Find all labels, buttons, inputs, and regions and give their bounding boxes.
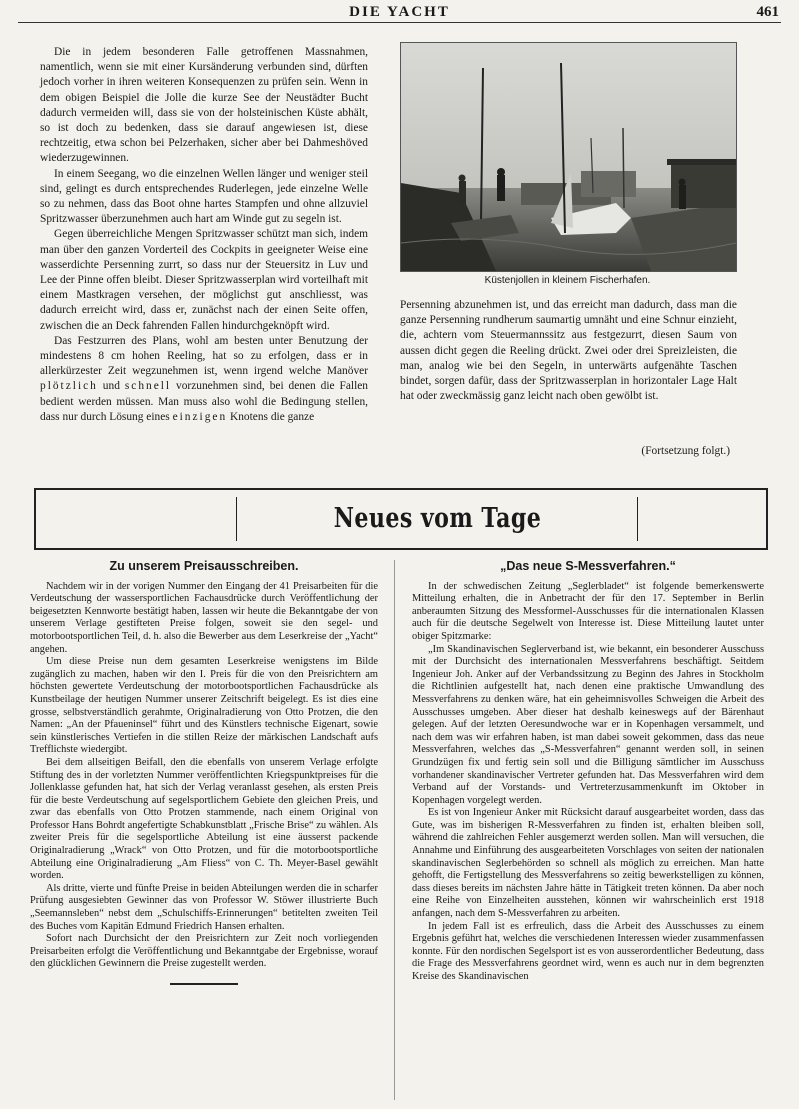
article-heading: „Das neue S-Messverfahren.“ <box>500 559 676 573</box>
paragraph: Nachdem wir in der vorigen Nummer den Eingang der 41 Preisarbeiten für die Verdeutschung der wassersportlichen Fachausdrücke durch Veröffentlichung der beigesetzten Kennworte bestätigt haben, lassen wir heute die Bekanntgabe der von unserem Verlage gestifteten Preise folgen, soweit sie den segel- und motorbootsportlichen Teil, d. h. also die Bewerber aus dem Leserkreise der „Yacht“ angehen. <box>30 580 378 655</box>
text-run: vorzunehmen sind, bei denen die Fallen bedient werden müssen. Man muss also wohl die Bedingung stellen, dass nur durch Lösung eines <box>40 380 368 423</box>
emphasized-word: einzigen <box>172 410 228 423</box>
paragraph: Es ist von Ingenieur Anker mit Rücksicht darauf ausgearbeitet worden, dass das Gute, was im bisherigen R-Messverfahren zu finden ist, erhalten bleiben soll, während die zahlreichen Fehler ausgemerzt werden sollen. Man will versuchen, die Annahme und Einführung des ausgearbeiteten Vorschlages von seiten der nationalen skandinavischen Seglerbehörden so schnell als möglich zu erreichen. Man hatte gehofft, die Fertigstellung des Messverfahrens so zeitig bewerkstelligen zu können, dass dieses bereits im nächsten Jahre hätte in Tätigkeit treten können. Da aber noch eine Reihe von Einzelheiten ausstehen, können wir wahrscheinlich erst 1918 anfangen, nach dem S-Messverfahren zu arbeiten. <box>412 807 764 920</box>
article-heading: Zu unserem Preisausschreiben. <box>109 559 299 573</box>
banner-frame <box>236 497 638 541</box>
paragraph: Bei dem allseitigen Beifall, den die ebenfalls von unserem Verlage erfolgte Stiftung des in der vorletzten Nummer veröffentlichten Kriegspunktpreises für die Jollenklasse gefunden hat, hat sich der Verlag veranlasst gesehen, als ersten Preis für die beste Verdeutschung auf segelsportlichem Gebiete den gleichen Preis, und zwar das ebenfalls von Otto Protzen stammende, nach einem Original von Professor Hans Bohrdt angefertigte Schabkunstblatt „Frische Brise“ zu wählen. Als zweiter Preis für die segelsportliche Abteilung ist eine äusserst packende Originalradierung „Wrack“ von Otto Protzen, und für die motorbootsportliche Abteilung eine Originalradierung „Am Fliess“ von C. Th. Meyer-Basel gewählt worden. <box>30 756 378 882</box>
paragraph <box>40 334 368 425</box>
article-right-column <box>400 298 737 404</box>
end-rule <box>170 983 238 985</box>
paragraph: In einem Seegang, wo die einzelnen Wellen länger und weniger steil sind, gelingt es durch entsprechendes Ruderlegen, jede einzelne Welle so zu nehmen, dass das Boot ohne hartes Stampfen und ohne allzuviel Spritzwasser überzunehmen auch hart am Winde gut zu segeln ist. <box>40 167 368 226</box>
column-divider <box>394 560 395 1100</box>
journal-title: DIE YACHT <box>349 4 450 20</box>
paragraph: Die in jedem besonderen Falle getroffenen Massnahmen, namentlich, wenn sie mit einer Kursänderung verbunden sind, dürften jedoch vorher in ihren weiteren Konsequenzen zu prüfen sein. Wenn in dem obigen Beispiel die Jolle die kurze See der Neustädter Bucht dadurch vermeiden will, dass sie von der holsteinischen Küste abhält, so ist doch zu bedenken, dass sie darauf angewiesen ist, diese rechtzeitig, etwa schon bei Pelzerhaken, sicher aber bei Dahmeshöved wiederzugewinnen. <box>40 46 368 165</box>
paragraph: Als dritte, vierte und fünfte Preise in beiden Abteilungen werden die in scharfer Prüfung ausgesiebten Gewinner das von Professor W. Stöwer illustrierte Buch „Seemannsleben“ nebst dem „Schulschiffs-Erinnerungen“ betitelten zweiten Teil des Buches vom Kapitän Edmund Friedrich Hansen erhalten. <box>30 882 378 932</box>
photo-caption: Küstenjollen in kleinem Fischerhafen. <box>484 275 651 286</box>
section-title: Neues vom Tage <box>333 503 541 534</box>
continuation-note: (Fortsetzung folgt.) <box>641 445 730 457</box>
text-run: und <box>102 380 120 393</box>
paragraph: Persenning abzunehmen ist, und das erreicht man dadurch, dass man die ganze Persenning rundherum saumartig umnäht und eine Schnur einzieht, die, achtern vom Steuermannssitz aus festgezurrt, diesen Saum von aussen dicht gegen die Reeling drückt. Zwei oder drei Spreizleisten, die man, analog wie bei den Segeln, in unterwärts aufgenähte Taschen bindet, sorgen dafür, dass der Spritzwasserplan in horizontaler Lage Halt hat oder zweckmässig ganz leicht nach oben gewölbt ist. <box>400 299 737 403</box>
news-right-column <box>412 560 764 984</box>
paragraph: Sofort nach Durchsicht der den Preisrichtern zur Zeit noch vorliegenden Preisarbeiten erfolgt die Veröffentlichung und Bekanntgabe der Ergebnisse, worauf den glücklichen Gewinnern die Preise zugestellt werden. <box>30 933 378 970</box>
section-banner <box>34 488 768 550</box>
text-run: Knotens die ganze <box>230 410 315 423</box>
text-run: Das Festzurren des Plans, wohl am besten unter Benutzung der mindestens 8 cm hohen Reeling, hat so zu erfolgen, dass er in allerkürzester Zeit wegzunehmen ist, wenn irgend welche Manöver <box>40 334 368 378</box>
paragraph: „Im Skandinavischen Seglerverband ist, wie bekannt, ein besonderer Ausschuss mit der Durchsicht des internationalen Messverfahrens beschäftigt. Seitdem Ingenieur Joh. Anker auf der Verbandssitzung zu Beginn des Jahres in Stockholm die Richtlinien aufgestellt hat, nach denen eine praktische Umwandlung des Messverfahrens zu denken wäre, hat ein geheimnisvolles Schweigen die Arbeit des Ausschusses umgeben. Aber dieser hat deshalb keineswegs auf der Bärenhaut gelegen. Auf der letzten Oeresundwoche war er in Kopenhagen versammelt, und nach dem was wir erfahren haben, ist man dabei soweit gekommen, dass das neue Messverfahren, welches das „S-Messverfahren“ genannt werden soll, in seinen Grundzügen fix und fertig sein soll und die Billigung sämtlicher im Ausschuss vorhandener skandinavischer Vertreter gefunden hat. Das Messverfahren wird dem Verband auf der Vorstands- und Vertreterzusammenkunft im Oktober in Kopenhagen vorgelegt werden. <box>412 643 764 806</box>
harbor-photo <box>400 42 737 272</box>
emphasized-word: schnell <box>124 380 172 393</box>
paragraph: In jedem Fall ist es erfreulich, dass die Arbeit des Ausschusses zu einem Ergebnis geführt hat, welches die verschiedenen Interessen wieder zusammenfassen konnte. Für den nordischen Segelsport ist es von ausserordentlicher Bedeutung, dass die Frage des Messverfahrens geordnet wird, wenn es auch nur in dem begrenzten Kreise des Skandinavischen <box>412 920 764 982</box>
paragraph: In der schwedischen Zeitung „Seglerbladet“ ist folgende bemerkenswerte Mitteilung erhalten, die in Anbetracht der für den 17. September in Berlin anberaumten Sitzung des Messformel-Ausschusses für die internationalen Klassen auch für die deutsche Segelwelt von Interesse ist. Diese Mitteilung lautet unter obiger Spitzmarke: <box>412 580 764 642</box>
emphasized-word: plötzlich <box>40 380 98 393</box>
news-left-column <box>30 560 378 985</box>
page-number: 461 <box>756 4 779 20</box>
header-rule <box>18 22 781 23</box>
paragraph: Gegen überreichliche Mengen Spritzwasser schützt man sich, indem man über den ganzen Vorderteil des Cockpits in geeigneter Weise eine wasserdichte Persenning zurrt, so dass nur der Steuersitz in Luv und Lee der Pinne offen bleibt. Dieser Spritzwasserplan wird vorteilhaft mit einem Mastkragen versehen, der möglichst gut anschliesst, was dadurch erreicht wird, dass er, zunächst nach der einen Seite offen, zwischen die an Deck fahrenden Fallen hindurchgeknöpft wird. <box>40 228 368 332</box>
paragraph: Um diese Preise nun dem gesamten Leserkreise wenigstens im Bilde zugänglich zu machen, haben wir den I. Preis für die von den Preisrichtern am höchsten gewertete Verdeutschung der motorbootsportlichen Fachausdrücke als Kunstbeilage der heutigen Nummer unserer Zeitschrift beigelegt. Es ist dies eine grosse, selbstverständlich gerahmte, Originalradierung von Otto Protzen, die den Namen: „An der Pfaueninsel“ führt und des Künstlers technische Eigenart, sowie sein künstlerisches Vertiefen in die stillen Reize der märkischen Landschaft aufs Trefflichste wiedergibt. <box>30 656 378 756</box>
article-left-column <box>40 45 368 425</box>
